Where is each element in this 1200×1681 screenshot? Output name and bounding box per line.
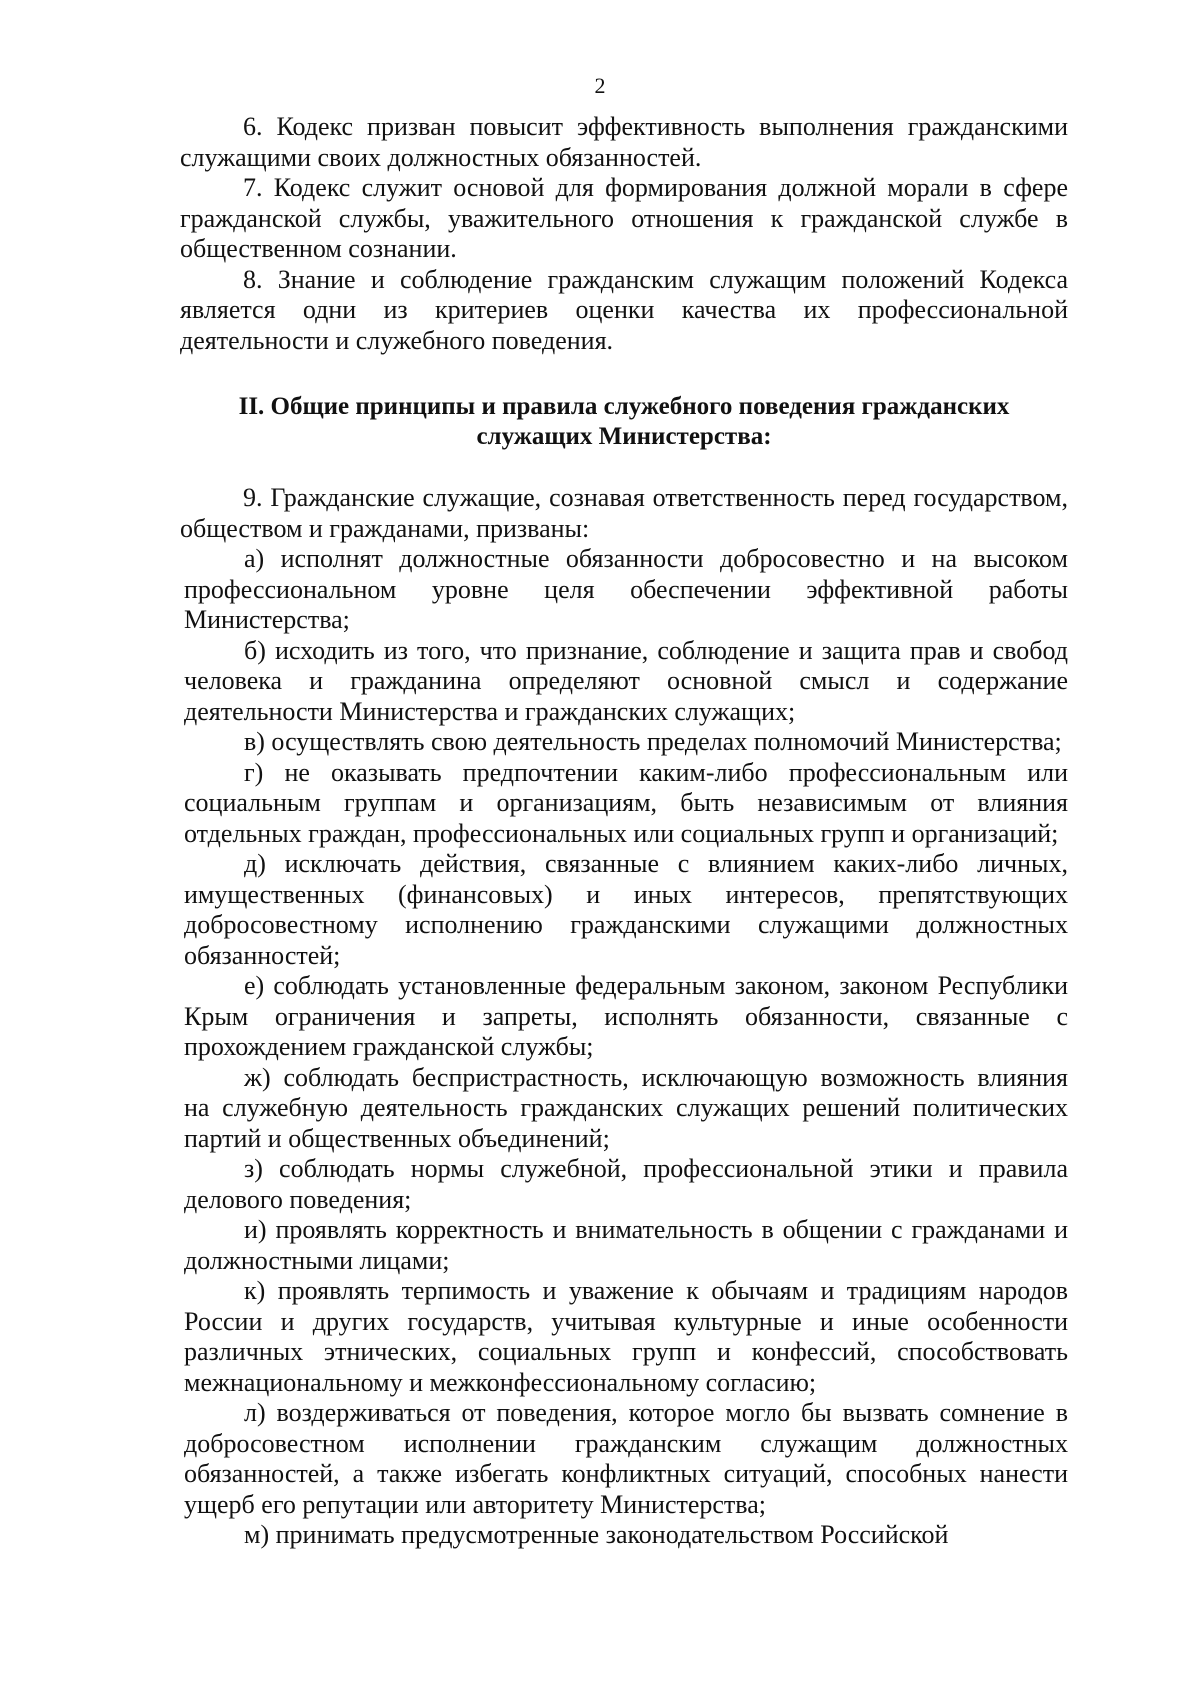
list-item-z: з) соблюдать нормы служебной, профессиональной этики и правила делового поведения; xyxy=(184,1154,1068,1214)
page-number: 2 xyxy=(594,73,606,98)
paragraph-8: 8. Знание и соблюдение гражданским служащим положений Кодекса является одни из критериев оценки качества их профессиональной деятельности и служебного поведения. xyxy=(180,264,1068,355)
list-item-b: б) исходить из того, что признание, соблюдение и защита прав и свобод человека и гражданина определяют основной смысл и содержание деятельности Министерства и гражданских служащих; xyxy=(184,635,1068,726)
list-item-e: е) соблюдать установленные федеральным законом, законом Республики Крым ограничения и запреты, исполнять обязанности, связанные с прохождением гражданской службы; xyxy=(184,971,1068,1061)
list-item-l: л) воздерживаться от поведения, которое могло бы вызвать сомнение в добросовестном исполнении гражданским служащим должностных обязанностей, а также избегать конфликтных ситуаций, способных нанести ущерб его репутации или авторитету Министерства; xyxy=(184,1398,1068,1519)
list-item-d: д) исключать действия, связанные с влиянием каких-либо личных, имущественных (финансовых) и иных интересов, препятствующих добросовестному исполнению гражданскими служащими должностных обязанностей; xyxy=(184,849,1068,970)
list-item-m: м) принимать предусмотренные законодательством Российской xyxy=(244,1520,949,1549)
paragraph-7: 7. Кодекс служит основой для формирования должной морали в сфере гражданской службы, уважительного отношения к гражданской службе в общественном сознании. xyxy=(180,173,1068,263)
section-heading: II. Общие принципы и правила служебного поведения гражданских служащих Министерства: xyxy=(238,393,1010,450)
list-item-a: а) исполнят должностные обязанности добросовестно и на высоком профессиональном уровне целя обеспечении эффективной работы Министерства; xyxy=(184,544,1068,634)
item-list xyxy=(180,544,1068,1551)
paragraph-6: 6. Кодекс призван повысит эффективность выполнения гражданскими служащими своих должностных обязанностей. xyxy=(180,112,1068,172)
list-item-g: г) не оказывать предпочтении каким-либо профессиональным или социальным группам и организациям, быть независимым от влияния отдельных граждан, профессиональных или социальных групп и организаций; xyxy=(184,757,1068,848)
document-body xyxy=(180,112,1068,1551)
list-item-k: к) проявлять терпимость и уважение к обычаям и традициям народов России и других государств, учитывая культурные и иные особенности различных этнических, социальных групп и конфессий, способствовать межнациональному и межконфессиональному согласию; xyxy=(184,1276,1068,1397)
list-item-v: в) осуществлять свою деятельность пределах полномочий Министерства; xyxy=(244,727,1062,756)
list-item-i: и) проявлять корректность и внимательность в общении с гражданами и должностными лицами; xyxy=(184,1215,1068,1275)
paragraph-9: 9. Гражданские служащие, сознавая ответственность перед государством, обществом и гражданами, призваны: xyxy=(180,483,1068,543)
list-item-zh: ж) соблюдать беспристрастность, исключающую возможность влияния на служебную деятельность гражданских служащих решений политических партий и общественных объединений; xyxy=(184,1062,1068,1153)
